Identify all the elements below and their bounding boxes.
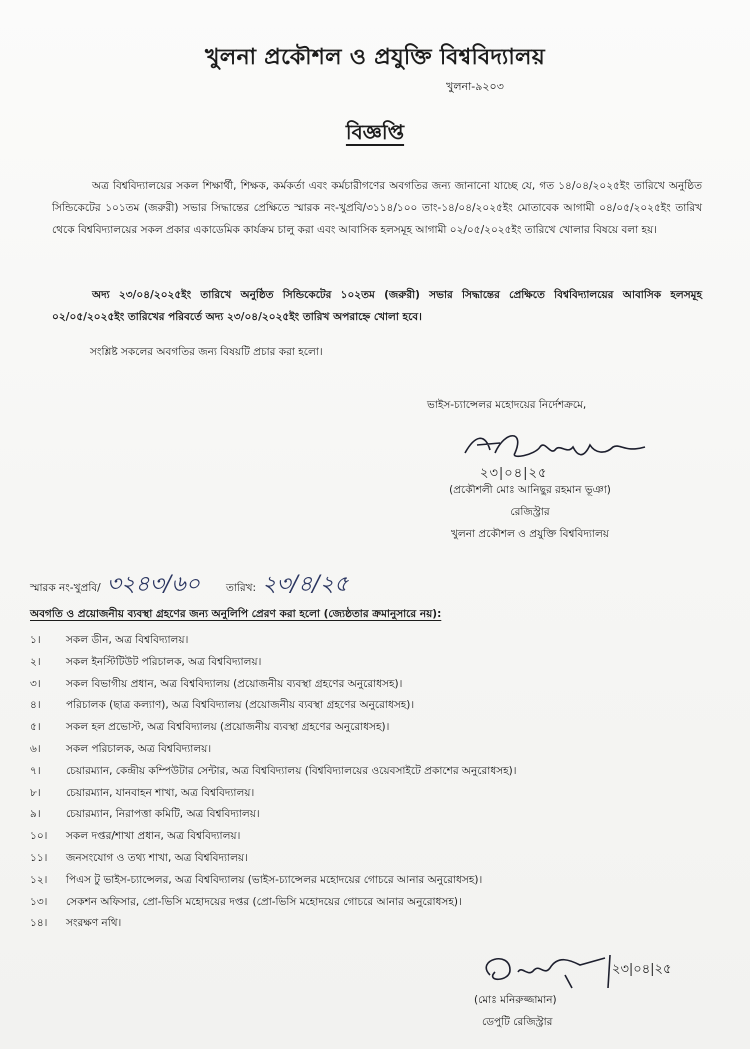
list-item: ৩। সকল বিভাগীয় প্রধান, অত্র বিশ্ববিদ্যালয় (প্রয়োজনীয় ব্যবস্থা গ্রহণের অনুরোধসহ)। [30, 677, 403, 690]
deputy-registrar-signature-date: ২৩|০৪|২৫ [612, 962, 672, 977]
distribution-list [30, 630, 517, 935]
list-item: ৭। চেয়ারম্যান, কেন্দ্রীয় কম্পিউটার সেন্টার, অত্র বিশ্ববিদ্যালয় (বিশ্ববিদ্যালয়ের ওয়েবসাইটে প্রকাশের অনুরোধসহ)। [30, 764, 517, 777]
distribution-heading: অবগতি ও প্রয়োজনীয় ব্যবস্থা গ্রহণের জন্য অনুলিপি প্রেরণ করা হলো (জ্যেষ্ঠতার ক্রমানুসারে নয়): [30, 608, 442, 620]
list-item: ৪। পরিচালক (ছাত্র কল্যাণ), অত্র বিশ্ববিদ্যালয় (প্রয়োজনীয় ব্যবস্থা গ্রহণের অনুরোধসহ)। [30, 699, 415, 712]
list-item: ১৩। সেকশন অফিসার, প্রো-ভিসি মহোদয়ের দপ্তর (প্রো-ভিসি মহোদয়ের গোচরে আনার অনুরোধসহ)। [30, 895, 462, 908]
list-item: ৫। সকল হল প্রভোস্ট, অত্র বিশ্ববিদ্যালয় (প্রয়োজনীয় ব্যবস্থা গ্রহণের অনুরোধসহ)। [30, 721, 390, 734]
list-item: ৯। চেয়ারম্যান, নিরাপত্তা কমিটি, অত্র বিশ্ববিদ্যালয়। [30, 808, 260, 821]
registrar-title: রেজিস্ট্রার [510, 506, 550, 518]
deputy-registrar-signature-icon [470, 950, 630, 990]
memo-label: স্মারক নং-খুপ্রবি/ [30, 582, 101, 594]
list-item: ১। সকল ডীন, অত্র বিশ্ববিদ্যালয়। [30, 634, 189, 646]
list-item: ১১। জনসংযোগ ও তথ্য শাখা, অত্র বিশ্ববিদ্যালয়। [30, 851, 248, 864]
registrar-signature-icon [455, 425, 655, 465]
notice-heading: বিজ্ঞপ্তি [345, 120, 405, 144]
paragraph-previous-decision: অত্র বিশ্ববিদ্যালয়ের সকল শিক্ষার্থী, শিক্ষক, কর্মকর্তা এবং কর্মচারীগণের অবগতির জন্য জানানো যাচ্ছে যে, গত ১৪/০৪/২০২৫ইং তারিখে অনুষ্ঠিত সিন্ডিকেটের ১০১তম (জরুরী) সভার সিদ্ধান্তের প্রেক্ষিতে স্মারক নং-খুপ্রবি/৩১১৪/১০০ তাং-১৪/০৪/২০২৫ইং মোতাবেক আগামী ০৪/০৫/২০২৫ইং তারিখ থেকে বিশ্ববিদ্যালয়ের সকল প্রকার একাডেমিক কার্যক্রম চালু করা এবং আবাসিক হলসমূহ আগামী ০২/০৫/২০২৫ইং তারিখে খোলার বিষয়ে বলা হয়। [52, 180, 702, 236]
memo-number: ৩২৪৩/৬০ [106, 572, 200, 597]
list-item: ২। সকল ইনস্টিটিউট পরিচালক, অত্র বিশ্ববিদ্যালয়। [30, 655, 262, 668]
list-item: ১২। পিএস টু ভাইস-চ্যান্সেলর, অত্র বিশ্ববিদ্যালয় (ভাইস-চ্যান্সেলর মহোদয়ের গোচরে আনার অনুরোধসহ)। [30, 873, 483, 886]
registrar-organization: খুলনা প্রকৌশল ও প্রযুক্তি বিশ্ববিদ্যালয় [451, 528, 609, 540]
university-address: খুলনা-৯২০৩ [446, 80, 504, 93]
university-title: খুলনা প্রকৌশল ও প্রযুক্তি বিশ্ববিদ্যালয় [205, 45, 545, 70]
list-item: ১৪। সংরক্ষণ নথি। [30, 917, 122, 930]
deputy-registrar-title: ডেপুটি রেজিস্ট্রার [482, 1016, 553, 1028]
by-order-line: ভাইস-চ্যান্সেলর মহোদয়ের নির্দেশক্রমে, [427, 399, 587, 411]
paragraph-circulation: সংশ্লিষ্ট সকলের অবগতির জন্য বিষয়টি প্রচার করা হলো। [90, 346, 323, 358]
memo-line [30, 567, 348, 604]
list-item: ৮। চেয়ারম্যান, যানবাহন শাখা, অত্র বিশ্ববিদ্যালয়। [30, 786, 255, 799]
list-item: ৬। সকল পরিচালক, অত্র বিশ্ববিদ্যালয়। [30, 742, 212, 755]
paragraph-new-decision: অদ্য ২৩/০৪/২০২৫ইং তারিখে অনুষ্ঠিত সিন্ডিকেটের ১০২তম (জরুরী) সভার সিদ্ধান্তের প্রেক্ষিতে বিশ্ববিদ্যালয়ের আবাসিক হলসমূহ ০২/০৫/২০২৫ইং তারিখের পরিবর্তে অদ্য ২৩/০৪/২০২৫ইং তারিখ অপরাহ্নে খোলা হবে। [52, 289, 702, 323]
registrar-signature-date: ২৩|০৪|২৫ [480, 466, 548, 481]
memo-date: ২৩/৪/২৫ [262, 572, 349, 597]
registrar-name: (প্রকৌশলী মোঃ আনিছুর রহমান ভূঞা) [449, 484, 611, 496]
memo-date-label: তারিখ: [225, 582, 257, 594]
list-item: ১০। সকল দপ্তর/শাখা প্রধান, অত্র বিশ্ববিদ্যালয়। [30, 830, 241, 843]
deputy-registrar-name: (মোঃ মনিরুজ্জামান) [474, 994, 557, 1006]
